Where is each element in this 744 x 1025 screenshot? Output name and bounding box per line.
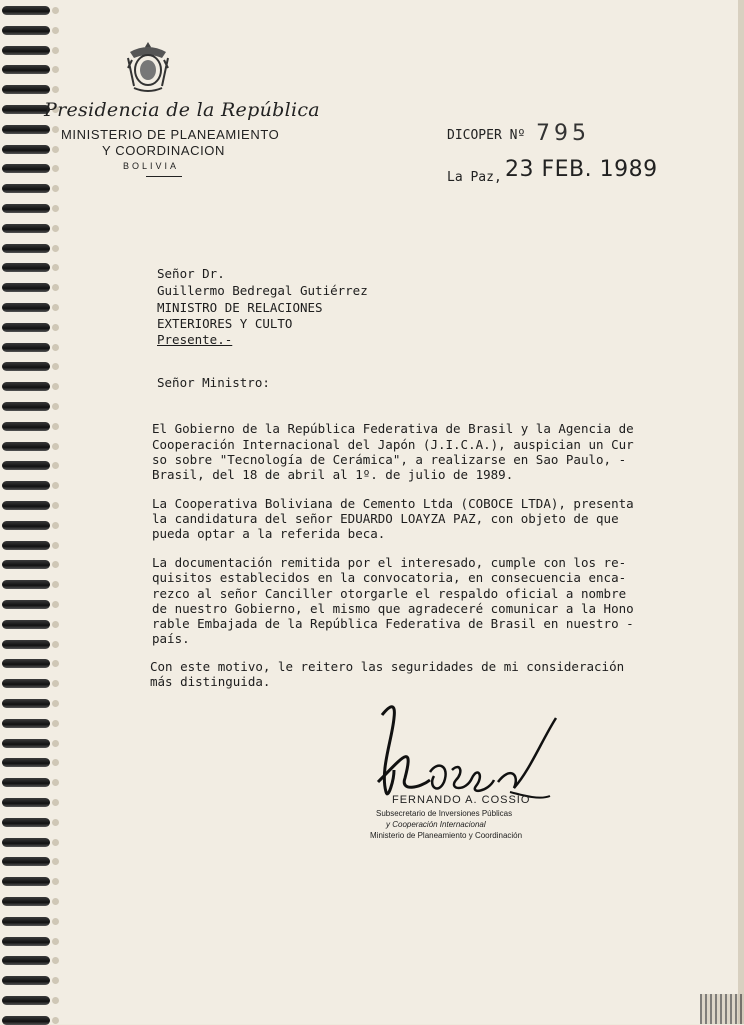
punch-hole <box>52 997 59 1004</box>
punch-hole <box>52 462 59 469</box>
spiral-coil <box>2 640 50 649</box>
spiral-coil <box>2 105 50 114</box>
date-place: La Paz, <box>447 170 502 185</box>
punch-hole <box>52 542 59 549</box>
spiral-coil <box>2 580 50 589</box>
spiral-coil <box>2 323 50 332</box>
spiral-coil <box>2 1016 50 1025</box>
punch-hole <box>52 245 59 252</box>
punch-hole <box>52 502 59 509</box>
spiral-coil <box>2 26 50 35</box>
punch-hole <box>52 403 59 410</box>
punch-hole <box>52 740 59 747</box>
page-stack-edge <box>700 994 744 1024</box>
spiral-coil <box>2 204 50 213</box>
body-line: Con este motivo, le reitero las seguridades de mi consideración <box>150 659 625 674</box>
reference-label: DICOPER Nº <box>447 128 526 143</box>
punch-hole <box>52 700 59 707</box>
letterhead-divider <box>146 176 182 177</box>
spiral-coil <box>2 679 50 688</box>
spiral-coil <box>2 481 50 490</box>
recipient-line: Guillermo Bedregal Gutiérrez <box>157 283 368 298</box>
punch-hole <box>52 7 59 14</box>
punch-hole <box>52 839 59 846</box>
punch-hole <box>52 858 59 865</box>
reference-number: 795 <box>536 121 590 146</box>
body-line: quisitos establecidos en la convocatoria, en consecuencia enca- <box>152 570 627 585</box>
spiral-coil <box>2 65 50 74</box>
punch-hole <box>52 443 59 450</box>
punch-hole <box>52 957 59 964</box>
body-line: Brasil, del 18 de abril al 1º. de julio de 1989. <box>152 467 514 482</box>
spiral-coil <box>2 739 50 748</box>
coat-of-arms-icon <box>124 38 172 96</box>
punch-hole <box>52 66 59 73</box>
spiral-coil <box>2 501 50 510</box>
recipient-line: MINISTRO DE RELACIONES <box>157 300 323 315</box>
punch-hole <box>52 621 59 628</box>
letterhead-country: BOLIVIA <box>123 161 180 171</box>
punch-hole <box>52 146 59 153</box>
signatory-name: FERNANDO A. COSSIO <box>392 794 531 806</box>
spiral-coil <box>2 224 50 233</box>
spiral-coil <box>2 917 50 926</box>
spiral-coil <box>2 442 50 451</box>
body-line: La Cooperativa Boliviana de Cemento Ltda (COBOCE LTDA), presenta <box>152 496 634 511</box>
body-line: de nuestro Gobierno, el mismo que agradeceré comunicar a la Hono <box>152 601 634 616</box>
punch-hole <box>52 1017 59 1024</box>
spiral-coil <box>2 402 50 411</box>
spiral-coil <box>2 521 50 530</box>
punch-hole <box>52 185 59 192</box>
punch-hole <box>52 759 59 766</box>
spiral-coil <box>2 560 50 569</box>
spiral-coil <box>2 303 50 312</box>
body-line: rable Embajada de la República Federativa de Brasil en nuestro - <box>152 616 634 631</box>
spiral-coil <box>2 778 50 787</box>
punch-hole <box>52 126 59 133</box>
spiral-coil <box>2 937 50 946</box>
spiral-coil <box>2 699 50 708</box>
punch-hole <box>52 27 59 34</box>
punch-hole <box>52 205 59 212</box>
letterhead-script-title: Presidencia de la República <box>44 99 320 121</box>
spiral-coil <box>2 461 50 470</box>
punch-hole <box>52 284 59 291</box>
spiral-coil <box>2 897 50 906</box>
spiral-coil <box>2 145 50 154</box>
body-line: so sobre "Tecnología de Cerámica", a realizarse en Sao Paulo, - <box>152 452 627 467</box>
signatory-title: Ministerio de Planeamiento y Coordinación <box>370 831 523 840</box>
body-line: país. <box>152 631 190 646</box>
punch-hole <box>52 918 59 925</box>
spiral-coil <box>2 976 50 985</box>
spiral-coil <box>2 343 50 352</box>
spiral-coil <box>2 6 50 15</box>
spiral-coil <box>2 818 50 827</box>
punch-hole <box>52 522 59 529</box>
spiral-coil <box>2 244 50 253</box>
spiral-coil <box>2 996 50 1005</box>
page-edge <box>738 0 744 1024</box>
punch-hole <box>52 324 59 331</box>
body-line: rezco al señor Canciller otorgarle el respaldo oficial a nombre <box>152 586 627 601</box>
punch-hole <box>52 423 59 430</box>
letterhead-ministry: MINISTERIO DE PLANEAMIENTO <box>61 127 280 142</box>
punch-hole <box>52 47 59 54</box>
spiral-coil <box>2 46 50 55</box>
spiral-coil <box>2 877 50 886</box>
spiral-coil <box>2 719 50 728</box>
punch-hole <box>52 898 59 905</box>
spiral-coil <box>2 283 50 292</box>
handwritten-signature <box>360 700 560 805</box>
punch-hole <box>52 581 59 588</box>
punch-hole <box>52 482 59 489</box>
spiral-coil <box>2 362 50 371</box>
body-line: la candidatura del señor EDUARDO LOAYZA PAZ, con objeto de que <box>152 511 619 526</box>
body-line: La documentación remitida por el interesado, cumple con los re- <box>152 555 627 570</box>
spiral-coil <box>2 422 50 431</box>
punch-hole <box>52 383 59 390</box>
punch-hole <box>52 660 59 667</box>
date-stamp: 23 FEB. 1989 <box>505 157 658 182</box>
punch-hole <box>52 601 59 608</box>
spiral-coil <box>2 184 50 193</box>
spiral-coil <box>2 600 50 609</box>
spiral-coil <box>2 838 50 847</box>
signatory-title: Subsecretario de Inversiones Públicas <box>376 809 513 818</box>
punch-hole <box>52 363 59 370</box>
punch-hole <box>52 86 59 93</box>
letterhead-coordination: Y COORDINACION <box>102 143 226 158</box>
spiral-coil <box>2 956 50 965</box>
punch-hole <box>52 225 59 232</box>
spiral-coil <box>2 798 50 807</box>
spiral-coil <box>2 857 50 866</box>
punch-hole <box>52 641 59 648</box>
spiral-coil <box>2 541 50 550</box>
signatory-title: y Cooperación Internacional <box>386 820 486 829</box>
punch-hole <box>52 680 59 687</box>
spiral-coil <box>2 620 50 629</box>
body-line: El Gobierno de la República Federativa de Brasil y la Agencia de <box>152 421 634 436</box>
punch-hole <box>52 977 59 984</box>
punch-hole <box>52 561 59 568</box>
body-line: más distinguida. <box>150 674 271 689</box>
spiral-binding <box>0 0 56 1024</box>
spiral-coil <box>2 125 50 134</box>
punch-hole <box>52 819 59 826</box>
punch-hole <box>52 799 59 806</box>
body-line: pueda optar a la referida beca. <box>152 526 386 541</box>
punch-hole <box>52 878 59 885</box>
recipient-line: EXTERIORES Y CULTO <box>157 316 293 331</box>
spiral-coil <box>2 659 50 668</box>
punch-hole <box>52 779 59 786</box>
punch-hole <box>52 344 59 351</box>
spiral-coil <box>2 382 50 391</box>
punch-hole <box>52 720 59 727</box>
recipient-line: Presente.- <box>157 332 233 347</box>
spiral-coil <box>2 263 50 272</box>
punch-hole <box>52 304 59 311</box>
spiral-coil <box>2 85 50 94</box>
spiral-coil <box>2 758 50 767</box>
spiral-coil <box>2 164 50 173</box>
recipient-line: Señor Dr. <box>157 266 225 281</box>
salutation: Señor Ministro: <box>157 375 270 390</box>
punch-hole <box>52 938 59 945</box>
punch-hole <box>52 165 59 172</box>
punch-hole <box>52 264 59 271</box>
body-line: Cooperación Internacional del Japón (J.I.C.A.), auspician un Cur <box>152 437 634 452</box>
